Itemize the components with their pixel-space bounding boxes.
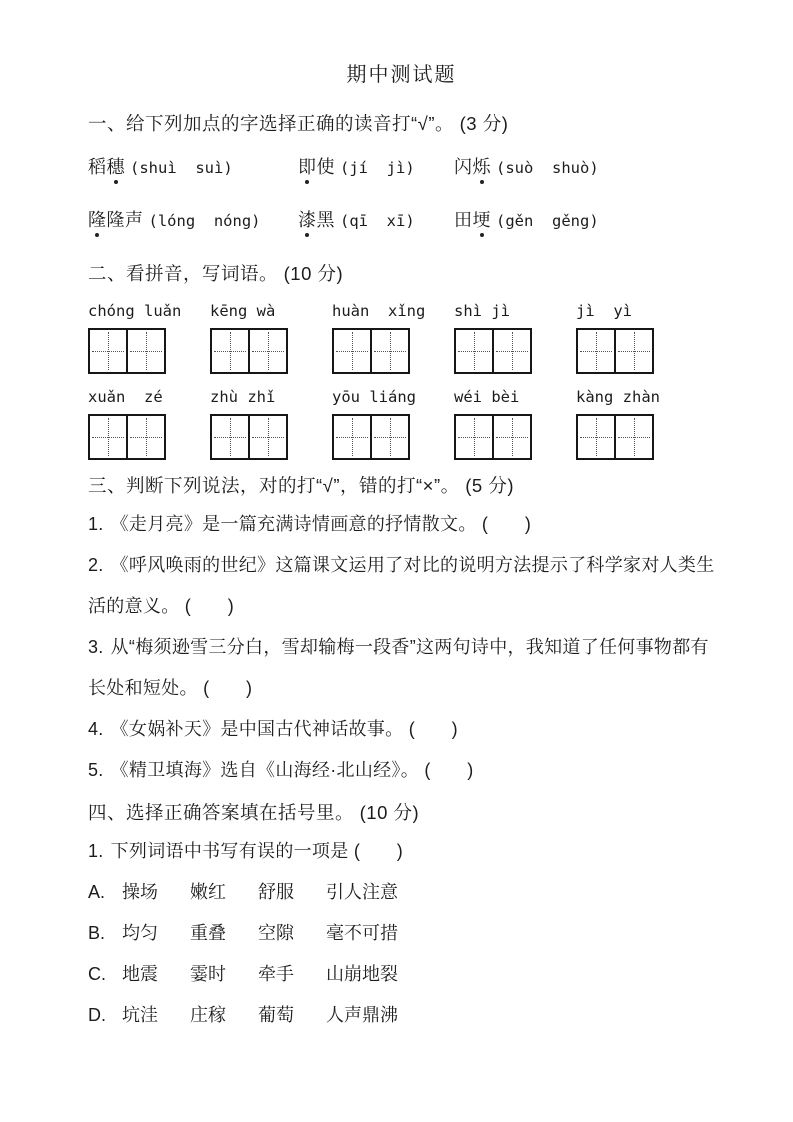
item-text: 《精卫填海》选自《山海经·北山经》。 ( ): [110, 760, 474, 780]
writing-grid-box: [210, 328, 288, 374]
grid-pinyin: chóng luǎn: [88, 302, 182, 320]
writing-grid-cell: [578, 416, 614, 458]
pinyin-grid-group: [88, 387, 166, 460]
word-item: [298, 206, 454, 232]
writing-grid-cell: [456, 330, 492, 372]
item-text: 从“梅须逊雪三分白，雪却输梅一段香”这两句诗中，我知道了任何事物都有长处和短处。 ( ): [88, 637, 709, 698]
writing-grid-box: [454, 328, 532, 374]
section3-heading: 三、判断下列说法，对的打“√”，错的打“×”。 (5 分): [88, 475, 514, 496]
judgment-item: [88, 709, 715, 750]
writing-grid-box: [576, 328, 654, 374]
option-word: 引人注意: [326, 882, 398, 902]
writing-grid-cell: [248, 330, 286, 372]
judgment-item: [88, 627, 715, 709]
option-word: 嫩红: [190, 882, 226, 902]
word-hanzi: [454, 210, 491, 230]
pinyin-grid-row-2: [88, 387, 660, 460]
choice-option-b: [88, 913, 715, 954]
writing-grid-cell: [456, 416, 492, 458]
writing-grid-cell: [334, 330, 370, 372]
option-word: 舒服: [258, 882, 294, 902]
writing-grid-cell: [90, 330, 126, 372]
pinyin-grid-row-1: [88, 301, 654, 374]
option-label: A.: [88, 882, 106, 902]
judgment-item: [88, 750, 715, 791]
writing-grid-cell: [578, 330, 614, 372]
judgment-item: [88, 504, 715, 545]
item-text: 《女娲补天》是中国古代神话故事。 ( ): [110, 719, 458, 739]
word-pinyin: (lóng nóng): [148, 212, 261, 230]
pinyin-grid-group: [210, 301, 288, 374]
writing-grid-box: [210, 414, 288, 460]
choice-option-c: [88, 954, 715, 995]
writing-grid-cell: [370, 416, 408, 458]
item-number: 4.: [88, 719, 104, 739]
option-word: 山崩地裂: [326, 964, 398, 984]
choice-option-a: [88, 872, 715, 913]
word-item: [454, 153, 599, 179]
grid-pinyin: kàng zhàn: [576, 388, 660, 406]
writing-grid-cell: [614, 416, 652, 458]
writing-grid-box: [88, 328, 166, 374]
word-hanzi: [298, 210, 335, 230]
writing-grid-box: [88, 414, 166, 460]
grid-pinyin: jì yì: [576, 302, 632, 320]
hanzi-dotted: 埂: [472, 210, 491, 230]
item-number: 3.: [88, 637, 104, 657]
writing-grid-cell: [492, 330, 530, 372]
pinyin-grid-group: [332, 387, 416, 460]
item-number: 1.: [88, 841, 104, 861]
hanzi-dotted: 隆: [88, 210, 107, 230]
pinyin-grid-group: [454, 301, 532, 374]
grid-pinyin: wéi bèi: [454, 388, 520, 406]
option-word: 操场: [122, 882, 158, 902]
option-word: 均匀: [122, 923, 158, 943]
writing-grid-box: [332, 414, 410, 460]
option-word: 空隙: [258, 923, 294, 943]
word-item: [88, 206, 298, 232]
option-label: C.: [88, 964, 106, 984]
writing-grid-cell: [90, 416, 126, 458]
item-number: 5.: [88, 760, 104, 780]
grid-pinyin: kēng wà: [210, 302, 276, 320]
word-hanzi: [298, 157, 335, 177]
hanzi-dotted: 即: [298, 157, 317, 177]
item-number: 2.: [88, 555, 104, 575]
pronunciation-word-row-2: [88, 206, 715, 244]
section1-heading: 一、给下列加点的字选择正确的读音打“√”。 (3 分): [88, 113, 509, 134]
option-word: 坑洼: [122, 1005, 158, 1025]
option-word: 庄稼: [190, 1005, 226, 1025]
hanzi-plain: 黑: [316, 210, 335, 230]
option-label: D.: [88, 1005, 106, 1025]
pinyin-grid-group: [454, 387, 532, 460]
word-pinyin: (qī xī): [340, 212, 415, 230]
word-pinyin: (suò shuò): [496, 159, 599, 177]
writing-grid-cell: [334, 416, 370, 458]
pinyin-grid-group: [332, 301, 426, 374]
word-hanzi: [454, 157, 491, 177]
pinyin-grid-group: [210, 387, 288, 460]
hanzi-dotted: 穗: [106, 157, 125, 177]
word-item: [454, 206, 599, 232]
hanzi-plain: 使: [316, 157, 335, 177]
writing-grid-box: [576, 414, 654, 460]
option-word: 重叠: [190, 923, 226, 943]
word-item: [88, 153, 298, 179]
writing-grid-box: [332, 328, 410, 374]
writing-grid-cell: [212, 416, 248, 458]
judgment-item: [88, 545, 715, 627]
hanzi-dotted: 漆: [298, 210, 317, 230]
option-word: 地震: [122, 964, 158, 984]
option-word: 霎时: [190, 964, 226, 984]
word-hanzi: [88, 157, 125, 177]
writing-grid-cell: [248, 416, 286, 458]
choice-question: [88, 831, 715, 1036]
pinyin-grid-group: [576, 301, 654, 374]
hanzi-plain: 田: [454, 210, 473, 230]
writing-grid-cell: [614, 330, 652, 372]
judgment-items: [88, 504, 715, 791]
option-word: 毫不可措: [326, 923, 398, 943]
writing-grid-cell: [212, 330, 248, 372]
hanzi-plain: 隆声: [106, 210, 144, 230]
word-pinyin: (shuì suì): [130, 159, 233, 177]
option-word: 人声鼎沸: [326, 1005, 398, 1025]
item-text: 下列词语中书写有误的一项是 ( ): [110, 841, 404, 861]
page-title: 期中测试题: [346, 64, 457, 86]
grid-pinyin: huàn xǐng: [332, 302, 426, 320]
choice-question-stem: [88, 831, 715, 872]
item-number: 1.: [88, 514, 104, 534]
option-word: 葡萄: [258, 1005, 294, 1025]
word-hanzi: [88, 210, 144, 230]
grid-pinyin: shì jì: [454, 302, 510, 320]
word-pinyin: (jí jì): [340, 159, 415, 177]
hanzi-dotted: 烁: [472, 157, 491, 177]
choice-option-d: [88, 995, 715, 1036]
item-text: 《呼风唤雨的世纪》这篇课文运用了对比的说明方法提示了科学家对人类生活的意义。 ( ): [88, 555, 715, 616]
word-item: [298, 153, 454, 179]
item-text: 《走月亮》是一篇充满诗情画意的抒情散文。 ( ): [110, 514, 532, 534]
word-pinyin: (gěn gěng): [496, 212, 599, 230]
grid-pinyin: yōu liáng: [332, 388, 416, 406]
writing-grid-cell: [492, 416, 530, 458]
section4-heading: 四、选择正确答案填在括号里。 (10 分): [88, 802, 420, 823]
writing-grid-cell: [126, 416, 164, 458]
writing-grid-cell: [370, 330, 408, 372]
hanzi-plain: 闪: [454, 157, 473, 177]
section2-heading: 二、看拼音，写词语。 (10 分): [88, 263, 344, 284]
writing-grid-box: [454, 414, 532, 460]
writing-grid-cell: [126, 330, 164, 372]
pinyin-grid-group: [88, 301, 182, 374]
option-word: 牵手: [258, 964, 294, 984]
pinyin-grid-group: [576, 387, 660, 460]
hanzi-plain: 稻: [88, 157, 107, 177]
grid-pinyin: xuǎn zé: [88, 388, 163, 406]
grid-pinyin: zhù zhǐ: [210, 388, 276, 406]
pronunciation-word-row-1: [88, 153, 715, 191]
option-label: B.: [88, 923, 106, 943]
